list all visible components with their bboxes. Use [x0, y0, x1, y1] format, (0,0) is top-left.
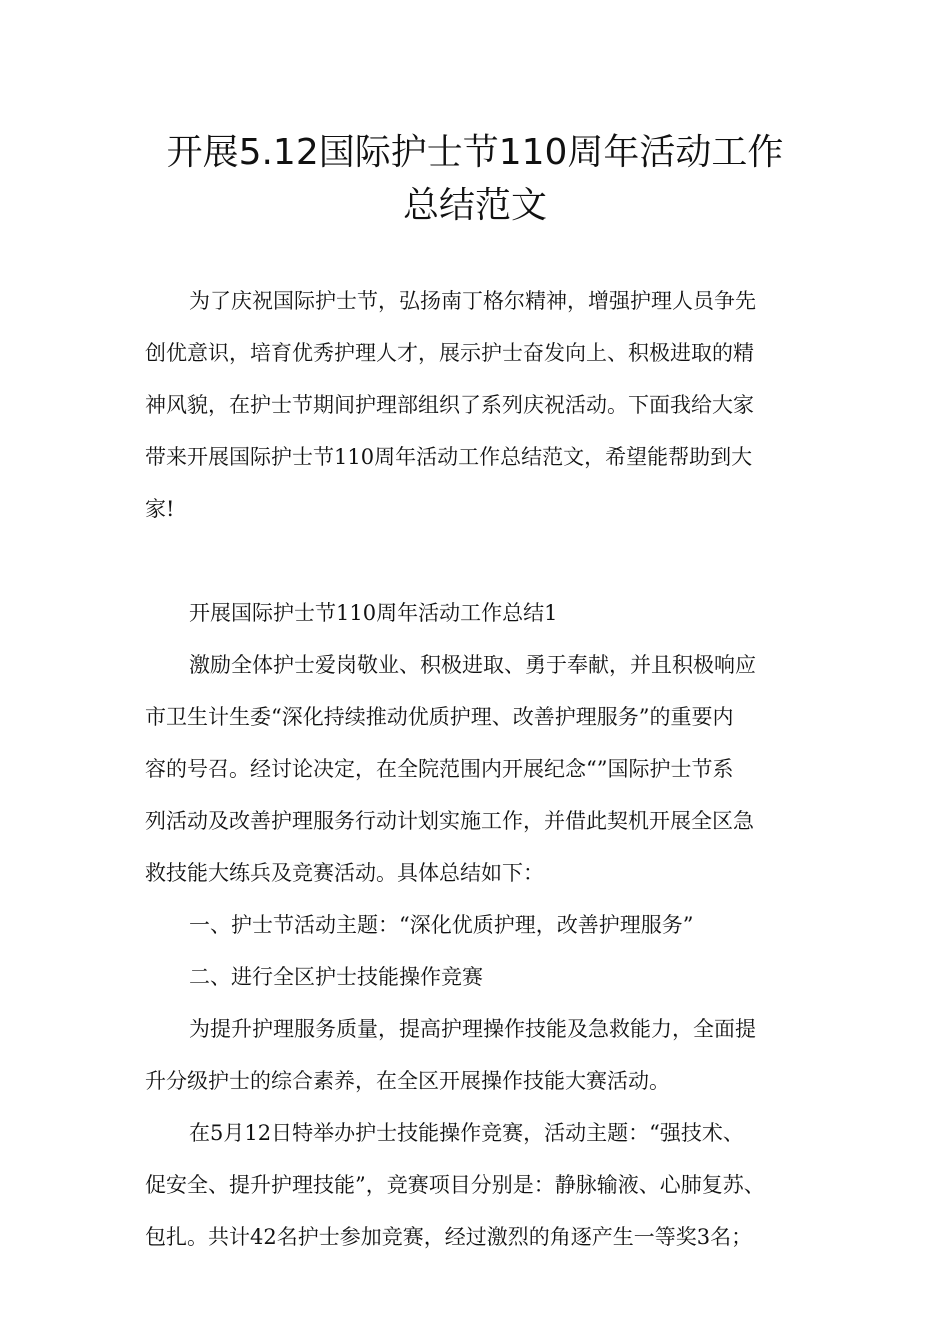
- paragraph-line: 在5月12日特举办护士技能操作竞赛，活动主题：“强技术、: [189, 1121, 744, 1145]
- list-item-theme: 一、护士节活动主题：“深化优质护理，改善护理服务”: [189, 913, 694, 937]
- paragraph-line: 容的号召。经讨论决定，在全院范围内开展纪念“”国际护士节系: [145, 757, 734, 781]
- paragraph-line: 包扎。共计42名护士参加竞赛，经过激烈的角逐产生一等奖3名；: [145, 1225, 753, 1249]
- intro-paragraph-line: 为了庆祝国际护士节，弘扬南丁格尔精神，增强护理人员争先: [189, 289, 756, 313]
- list-item-competition: 二、进行全区护士技能操作竞赛: [189, 965, 483, 989]
- paragraph-line: 升分级护士的综合素养，在全区开展操作技能大赛活动。: [145, 1069, 670, 1093]
- paragraph-line: 促安全、提升护理技能”，竞赛项目分别是：静脉输液、心肺复苏、: [145, 1173, 765, 1197]
- intro-paragraph-line: 带来开展国际护士节110周年活动工作总结范文，希望能帮助到大: [145, 445, 753, 469]
- intro-paragraph-line: 家!: [145, 497, 175, 521]
- document-title-line-1: 开展5.12国际护士节110周年活动工作: [166, 132, 784, 173]
- paragraph-line: 为提升护理服务质量，提高护理操作技能及急救能力，全面提: [189, 1017, 756, 1041]
- section-heading: 开展国际护士节110周年活动工作总结1: [189, 601, 558, 625]
- paragraph-line: 市卫生计生委“深化持续推动优质护理、改善护理服务”的重要内: [145, 705, 734, 729]
- paragraph-line: 列活动及改善护理服务行动计划实施工作，并借此契机开展全区急: [145, 809, 754, 833]
- intro-paragraph-line: 神风貌，在护士节期间护理部组织了系列庆祝活动。下面我给大家: [145, 393, 754, 417]
- paragraph-line: 救技能大练兵及竞赛活动。具体总结如下：: [145, 861, 544, 885]
- intro-paragraph-line: 创优意识，培育优秀护理人才，展示护士奋发向上、积极进取的精: [145, 341, 754, 365]
- paragraph-line: 激励全体护士爱岗敬业、积极进取、勇于奉献，并且积极响应: [189, 653, 756, 677]
- document-title-line-2: 总结范文: [402, 185, 547, 226]
